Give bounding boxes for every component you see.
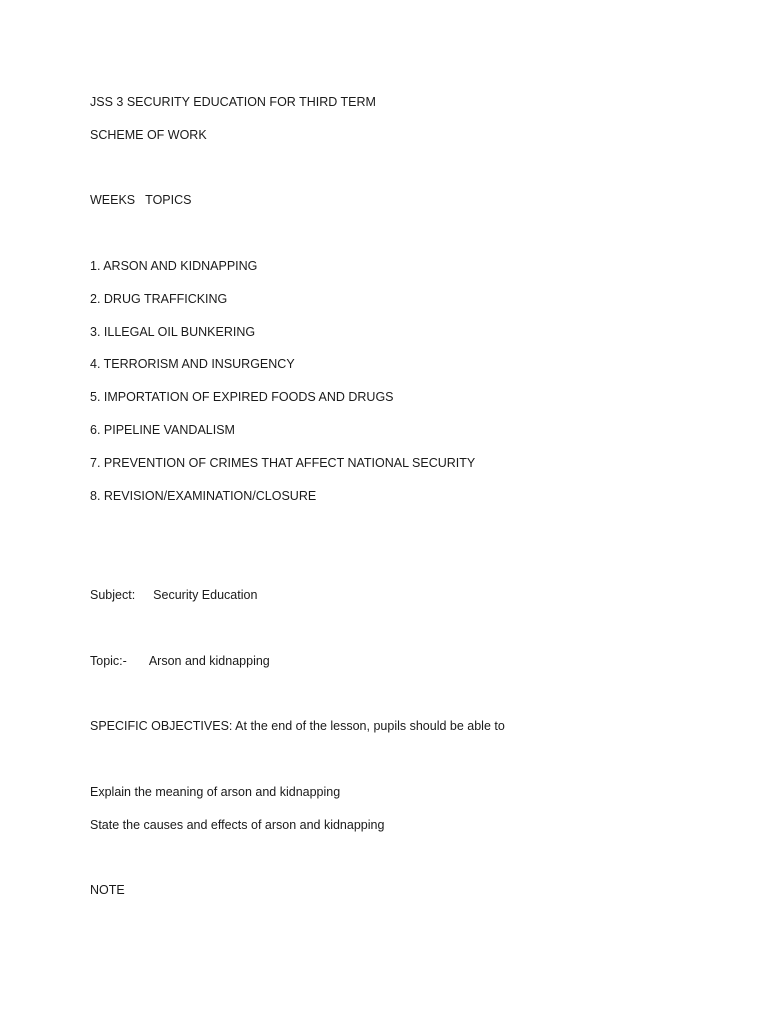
subject-value: Security Education bbox=[153, 588, 258, 602]
column-headers bbox=[90, 192, 191, 208]
topic-item-6: 6. PIPELINE VANDALISM bbox=[90, 423, 235, 437]
objective-item-1: Explain the meaning of arson and kidnapping bbox=[90, 785, 341, 799]
subject-label: Subject: bbox=[90, 588, 136, 602]
topic-item-8: 8. REVISION/EXAMINATION/CLOSURE bbox=[90, 489, 317, 503]
topic-item-1: 1. ARSON AND KIDNAPPING bbox=[90, 259, 258, 273]
objectives-heading: SPECIFIC OBJECTIVES: At the end of the lesson, pupils should be able to bbox=[90, 719, 505, 733]
note-heading: NOTE bbox=[90, 883, 125, 897]
topic-item-3: 3. ILLEGAL OIL BUNKERING bbox=[90, 325, 256, 339]
weeks-header: WEEKS bbox=[90, 193, 136, 207]
topic-item-5: 5. IMPORTATION OF EXPIRED FOODS AND DRUGS bbox=[90, 390, 394, 404]
topic-line bbox=[90, 653, 270, 669]
topic-item-7: 7. PREVENTION OF CRIMES THAT AFFECT NATIONAL SECURITY bbox=[90, 456, 476, 470]
document-title: JSS 3 SECURITY EDUCATION FOR THIRD TERM bbox=[90, 95, 376, 109]
objective-item-2: State the causes and effects of arson and kidnapping bbox=[90, 818, 385, 832]
topic-item-4: 4. TERRORISM AND INSURGENCY bbox=[90, 357, 295, 371]
topics-header: TOPICS bbox=[145, 193, 192, 207]
topic-item-2: 2. DRUG TRAFFICKING bbox=[90, 292, 228, 306]
topic-value: Arson and kidnapping bbox=[148, 654, 270, 668]
topic-label: Topic:- bbox=[90, 654, 127, 668]
document-subtitle: SCHEME OF WORK bbox=[90, 128, 207, 142]
subject-line bbox=[90, 587, 257, 603]
